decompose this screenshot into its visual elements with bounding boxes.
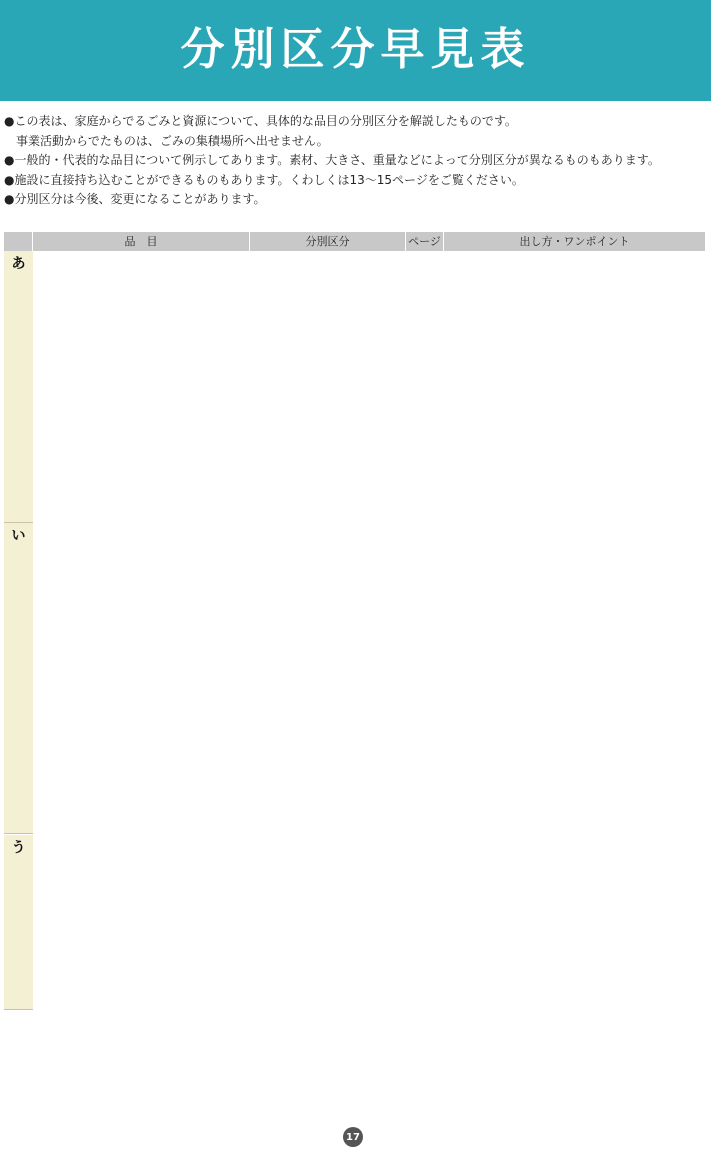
note-line: ●分別区分は今後、変更になることがあります。 — [4, 192, 266, 207]
section-3 — [4, 835, 33, 1010]
section-1 — [4, 251, 33, 523]
note-line: ●施設に直接持ち込むことができるものもあります。くわしくは13～15ページをご覧ください。 — [4, 172, 524, 187]
header-blank — [4, 232, 33, 251]
note-line: 事業活動からでたものは、ごみの集積場所へ出せません。 — [16, 133, 329, 148]
notes — [4, 112, 704, 210]
header-page: ページ — [406, 232, 444, 251]
header-tip: 出し方・ワンポイント — [444, 232, 706, 251]
section-kana: あ — [11, 256, 26, 272]
title-banner — [0, 0, 711, 101]
header-category: 分別区分 — [250, 232, 406, 251]
page-title: 分別区分早見表 — [180, 24, 531, 75]
note-line: ●一般的・代表的な品目について例示してあります。素材、大きさ、重量などによって分別区分が異なるものもあります。 — [4, 153, 660, 168]
header-item: 品 目 — [33, 232, 250, 251]
section-kana: い — [11, 528, 26, 545]
note-line: ●この表は、家庭からでるごみと資源について、具体的な品目の分別区分を解説したものです。 — [4, 114, 517, 128]
section-kana: う — [11, 839, 26, 856]
page-number: 17 — [343, 1127, 363, 1147]
section-2 — [4, 523, 33, 834]
